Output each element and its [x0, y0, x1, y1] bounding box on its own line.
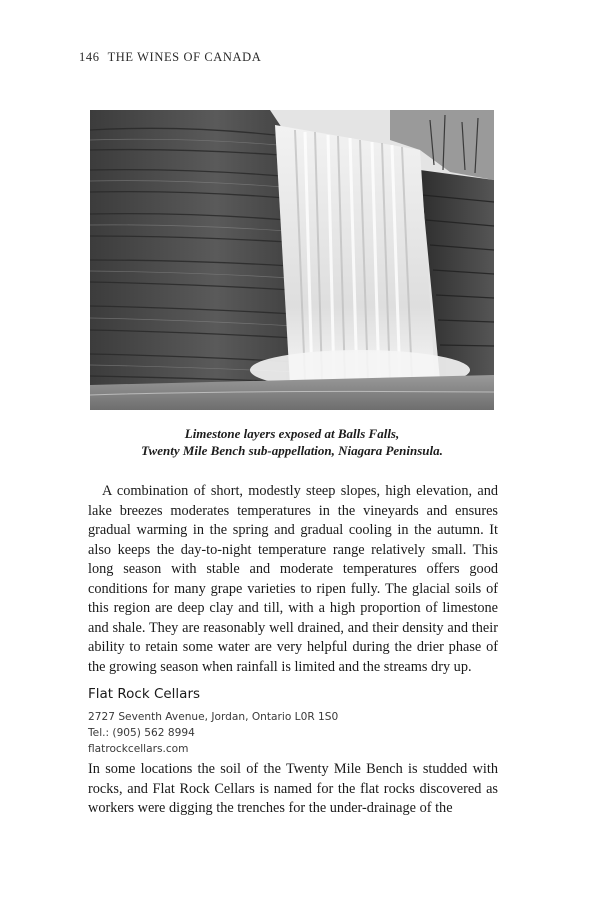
running-title: THE WINES OF CANADA [107, 50, 262, 64]
page-number: 146 [79, 50, 100, 64]
winery-contact [88, 709, 338, 757]
body-paragraph-1: A combination of short, modestly steep slopes, high elevation, and lake breezes moderates temperatures in the vineyards and ensures gradual warming in the spring and gradual cooling in the autumn. It also keeps the day-to-night temperature range relatively small. This long season with stable and moderate temperatures offers good conditions for many grape varieties to ripen fully. The glacial soils of this region are deep clay and till, with a high proportion of limestone and shale. They are reasonably well drained, and their density and their ability to retain some water are very helpful during the drier phase of the growing season when rainfall is limited and the streams dry up. [88, 483, 498, 675]
waterfall-image [90, 110, 494, 410]
caption-line-2: Twenty Mile Bench sub-appellation, Niagara Peninsula. [141, 443, 443, 458]
figure-caption [90, 425, 494, 459]
running-head [79, 50, 261, 65]
winery-phone: Tel.: (905) 562 8994 [88, 727, 195, 739]
winery-address: 2727 Seventh Avenue, Jordan, Ontario L0R 1S0 [88, 711, 339, 723]
body-paragraph-2: In some locations the soil of the Twenty Mile Bench is studded with rocks, and Flat Rock Cellars is named for the flat rocks discovered as workers were digging the trenches for the under-drainage of the [88, 761, 498, 816]
caption-line-1: Limestone layers exposed at Balls Falls, [184, 426, 400, 441]
waterfall-photo [90, 110, 494, 410]
winery-website: flatrockcellars.com [88, 743, 189, 755]
winery-name: Flat Rock Cellars [88, 686, 201, 702]
